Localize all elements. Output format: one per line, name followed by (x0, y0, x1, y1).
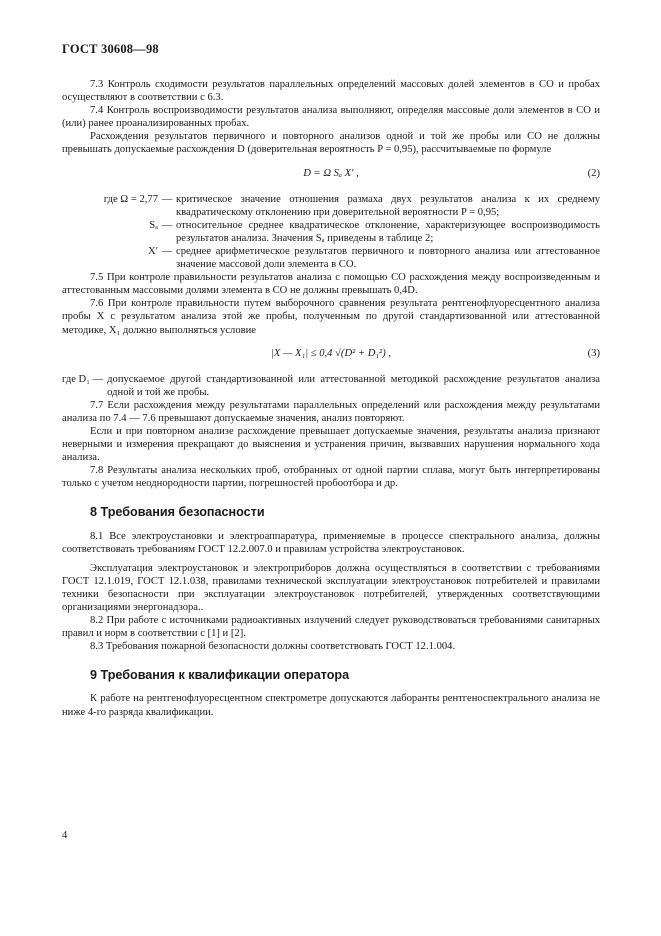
legend-key: где D₁ — (62, 373, 104, 385)
paragraph-7-8: 7.8 Результаты анализа нескольких проб, отобранных от одной партии сплава, могут быть интерпретированы только с учетом неоднородности партии, погрешностей пробоотбора и др. (62, 465, 600, 490)
paragraph-7-7-repeat: Если и при повторном анализе расхождение превышает допускаемые значения, результаты анализа признают неверными и измерения прекращают до выяснения и устранения причин, вызвавших нарушения нормального хода анализа. (62, 425, 600, 464)
formula-2 (62, 167, 600, 185)
paragraph-8-1: 8.1 Все электроустановки и электроаппаратура, применяемые в процессе спектрального анализа, должны соответствовать требованиям ГОСТ 12.2.007.0 и правилам устройства электроустановок. (62, 530, 600, 555)
legend-dash: — (161, 219, 173, 231)
legend-key: X′ (148, 245, 158, 257)
standard-header: ГОСТ 30608—98 (62, 42, 159, 56)
paragraph-7-4: 7.4 Контроль воспроизводимости результатов анализа выполняют, определяя массовые доли элементов в СО и (или) ранее проанализированных пробах. (62, 105, 600, 130)
legend-desc: допускаемое другой стандартизованной или аттестованной методикой расхождение результатов анализа одной и той же пробы. (107, 373, 600, 398)
formula-2-legend (62, 193, 600, 272)
paragraph-7-5: 7.5 При контроле правильности результатов анализа с помощью СО расхождения между воспроизведенным и аттестованным массовыми долями элемента в СО не должны превышать 0,4D. (62, 272, 600, 297)
formula-3 (62, 347, 600, 365)
formula-2-expression: D = Ω Sₐ X′ , (303, 167, 359, 179)
legend-key: где Ω = 2,77 (103, 193, 158, 205)
legend-desc: среднее арифметическое результатов первичного и повторного анализа или аттестованное значение массовой доли элемента в СО. (176, 245, 600, 271)
paragraph-9: К работе на рентгенофлуоресцентном спектрометре допускаются лаборанты рентгеноспектрального анализа не ниже 4-го разряда квалификации. (62, 693, 600, 718)
document-body (62, 78, 600, 719)
legend-row (62, 193, 600, 219)
legend-key: Sₐ (149, 219, 158, 231)
formula-3-number: (3) (587, 347, 600, 359)
paragraph-7-6: 7.6 При контроле правильности путем выборочного сравнения результата рентгенофлуоресцентного анализа пробы X с результатом анализа этой же пробы, полученным по другой стандартизованной или аттестованной методике, X₁ должно выполняться условие (62, 298, 600, 336)
formula-3-legend (62, 373, 600, 399)
formula-3-expression: |X — X₁| ≤ 0,4 √(D² + D₁²) , (270, 347, 392, 359)
page-number: 4 (62, 830, 68, 841)
formula-2-number: (2) (587, 167, 600, 179)
section-8-heading: 8 Требования безопасности (90, 505, 265, 520)
legend-row (62, 245, 600, 271)
legend-desc: относительное среднее квадратическое отклонение, характеризующее воспроизводимость результатов анализа. Значения Sₐ приведены в таблице 2; (176, 219, 600, 244)
legend-row (62, 219, 600, 245)
section-9-heading: 9 Требования к квалификации оператора (90, 668, 350, 683)
paragraph-7-7: 7.7 Если расхождения между результатами параллельных определений или расхождения между результатами анализа по 7.4 — 7.6 превышают допускаемые значения, анализ повторяют. (62, 399, 600, 424)
legend-desc: критическое значение отношения размаха двух результатов анализа к их среднему квадратическому отклонению при доверительной вероятности P = 0,95; (176, 193, 600, 218)
paragraph-8-3: 8.3 Требования пожарной безопасности должны соответствовать ГОСТ 12.1.004. (90, 641, 456, 653)
paragraph-7-3: 7.3 Контроль сходимости результатов параллельных определений массовых долей элементов в СО и пробах осуществляют в соответствии с 6.3. (62, 79, 600, 104)
paragraph-7-4-discrepancy: Расхождения результатов первичного и повторного анализов одной и той же пробы или СО не должны превышать допускаемые расхождения D (доверительная вероятность P = 0,95), рассчитываемые по формуле (62, 131, 600, 156)
paragraph-8-2: 8.2 При работе с источниками радиоактивных излучений следует руководствоваться требованиями санитарных правил и норм в соответствии с [1] и [2]. (62, 615, 600, 640)
paragraph-8-1-operation: Эксплуатация электроустановок и электроприборов должна осуществляться в соответствии с требованиями ГОСТ 12.1.019, ГОСТ 12.1.038, правилами технической эксплуатации электроустановок потребителей и правилами техники безопасности при эксплуатации электроустановок потребителей, утвержденных соответствующими организациями энергонадзора.. (62, 562, 600, 613)
legend-dash: — (161, 193, 173, 205)
legend-dash: — (161, 245, 173, 257)
